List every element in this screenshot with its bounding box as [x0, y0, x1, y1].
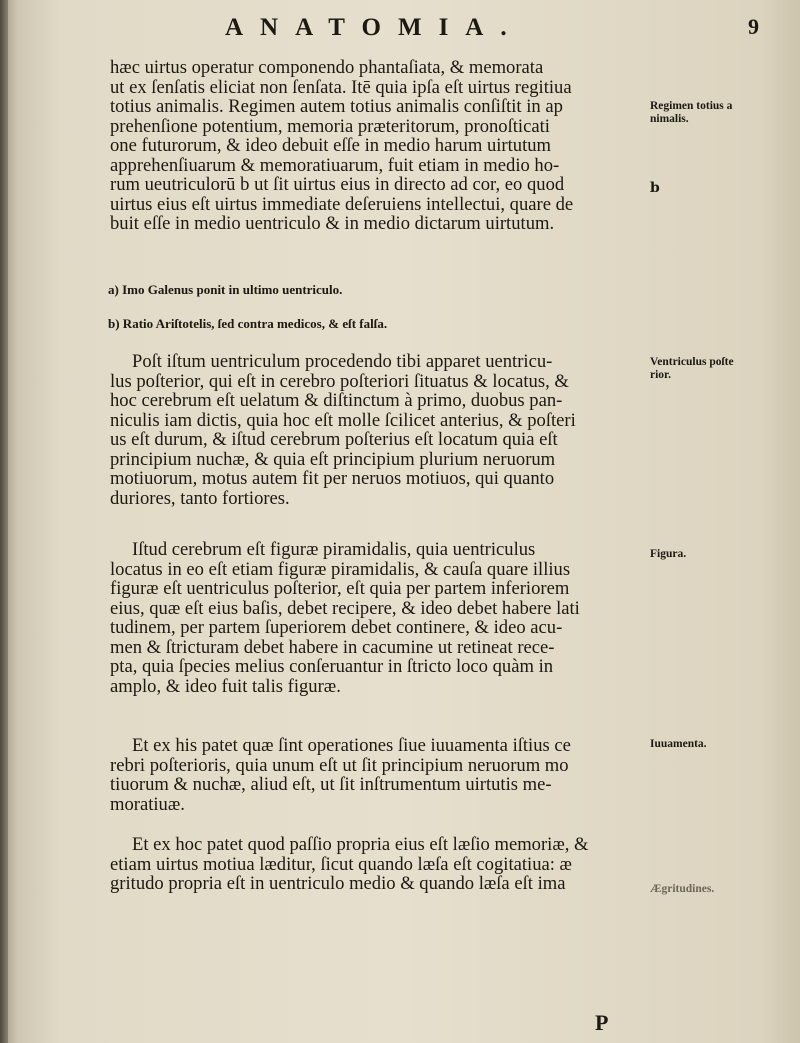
text-line: gritudo propria eſt in uentriculo medio & quando læſa eſt ima: [110, 873, 566, 894]
margin-text: nimalis.: [650, 113, 689, 125]
running-header: ANATOMIA.: [225, 14, 524, 41]
paragraph-3: [110, 540, 642, 696]
text-line: moratiuæ.: [110, 793, 185, 815]
note-a: a) Imo Galenus ponit in ultimo uentriculo.: [108, 282, 343, 297]
text-line: totius animalis. Regimen autem totius animalis conſiſtit in ap: [110, 96, 563, 117]
text-line: etiam uirtus motiua læditur, ſicut quando læſa eſt cogitatiua: æ: [110, 853, 572, 875]
text-line: ut ex ſenſatis eliciat non ſenſata. Itē quia ipſa eſt uirtus regitiua: [110, 76, 572, 98]
paragraph-2: [110, 352, 642, 508]
text-line: niculis iam dictis, quia hoc eſt molle ſcilicet anterius, & poſteri: [110, 409, 576, 431]
text-line: tudinem, per partem ſuperiorem debet continere, & ideo acu-: [110, 617, 563, 638]
text-line: apprehenſiuarum & memoratiuarum, fuit etiam in medio ho-: [110, 154, 560, 176]
text-line: tiuorum & nuchæ, aliud eſt, ut ſit inſtrumentum uirtutis me-: [110, 774, 552, 795]
text-line: buit eſſe in medio uentriculo & in medio dictarum uirtutum.: [110, 213, 555, 234]
binding-gutter: [0, 0, 8, 1043]
text-line: Et ex hoc patet quod paſſio propria eius eſt læſio memoriæ, &: [132, 834, 589, 855]
text-line: eius, quæ eſt eius baſis, debet recipere, & ideo debet habere lati: [110, 597, 580, 619]
text-line: figuræ eſt uentriculus poſterior, eſt quia per partem inferiorem: [110, 578, 570, 599]
text-line: hæc uirtus operatur componendo phantaſiata, & memorata: [110, 57, 544, 78]
note-b: b) Ratio Ariſtotelis, ſed contra medicos, & eſt falſa.: [108, 316, 388, 331]
text-line: prehenſione potentium, memoria præteritorum, pronoſticati: [110, 115, 550, 137]
text-line: rebri poſterioris, quia unum eſt ut ſit principium neruorum mo: [110, 754, 569, 776]
text-line: lus poſterior, qui eſt in cerebro poſteriori ſituatus & locatus, &: [110, 370, 569, 392]
paragraph-5: [110, 835, 642, 894]
text-line: motiuorum, motus autem fit per neruos motiuos, qui quanto: [110, 468, 555, 489]
paragraph-1: [110, 58, 642, 234]
text-line: us eſt durum, & iſtud cerebrum poſterius eſt locatum quia eſt: [110, 429, 558, 450]
margin-note-iuuamenta: [650, 738, 707, 751]
margin-note-ventriculus: [650, 356, 734, 382]
page-number: 9: [748, 14, 759, 39]
text-line: principium nuchæ, & quia eſt principium plurium neruorum: [110, 448, 556, 470]
margin-text: Ægritudines.: [650, 883, 715, 895]
text-line: rum ueutriculorū b ut ſit uirtus eius in directo ad cor, eo quod: [110, 174, 565, 195]
text-line: Et ex his patet quæ ſint operationes ſiue iuuamenta iſtius ce: [132, 735, 571, 756]
text-line: Poſt iſtum uentriculum procedendo tibi apparet uentricu-: [132, 351, 553, 372]
text-line: one futurorum, & ideo debuit eſſe in medio harum uirtutum: [110, 135, 551, 156]
text-line: amplo, & ideo fuit talis figuræ.: [110, 675, 341, 697]
margin-note-aegritudines: [650, 883, 714, 896]
signature-mark: P: [595, 1010, 609, 1035]
text-line: pta, quia ſpecies melius conſeruantur in ſtricto loco quàm in: [110, 656, 554, 677]
text-line: hoc cerebrum eſt uelatum & diſtinctum à primo, duobus pan-: [110, 390, 563, 411]
margin-text: Figura.: [650, 548, 687, 560]
margin-mark-b: b: [650, 180, 660, 196]
margin-text: Ventriculus poſte: [650, 356, 734, 368]
margin-text: Regimen totius a: [650, 100, 733, 112]
text-line: men & ſtricturam debet habere in cacumine ut retineat rece-: [110, 636, 555, 658]
text-line: locatus in eo eſt etiam figuræ piramidalis, & cauſa quare illius: [110, 558, 571, 580]
text-line: duriores, tanto fortiores.: [110, 487, 290, 509]
margin-text: rior.: [650, 369, 671, 381]
margin-note-figura: [650, 548, 686, 561]
text-line: Iſtud cerebrum eſt figuræ piramidalis, quia uentriculus: [132, 539, 536, 560]
margin-text: Iuuamenta.: [650, 738, 707, 750]
margin-note-regimen: [650, 100, 732, 126]
text-line: uirtus eius eſt uirtus immediate deſeruiens intellectui, quare de: [110, 193, 574, 215]
paragraph-4: [110, 736, 642, 814]
